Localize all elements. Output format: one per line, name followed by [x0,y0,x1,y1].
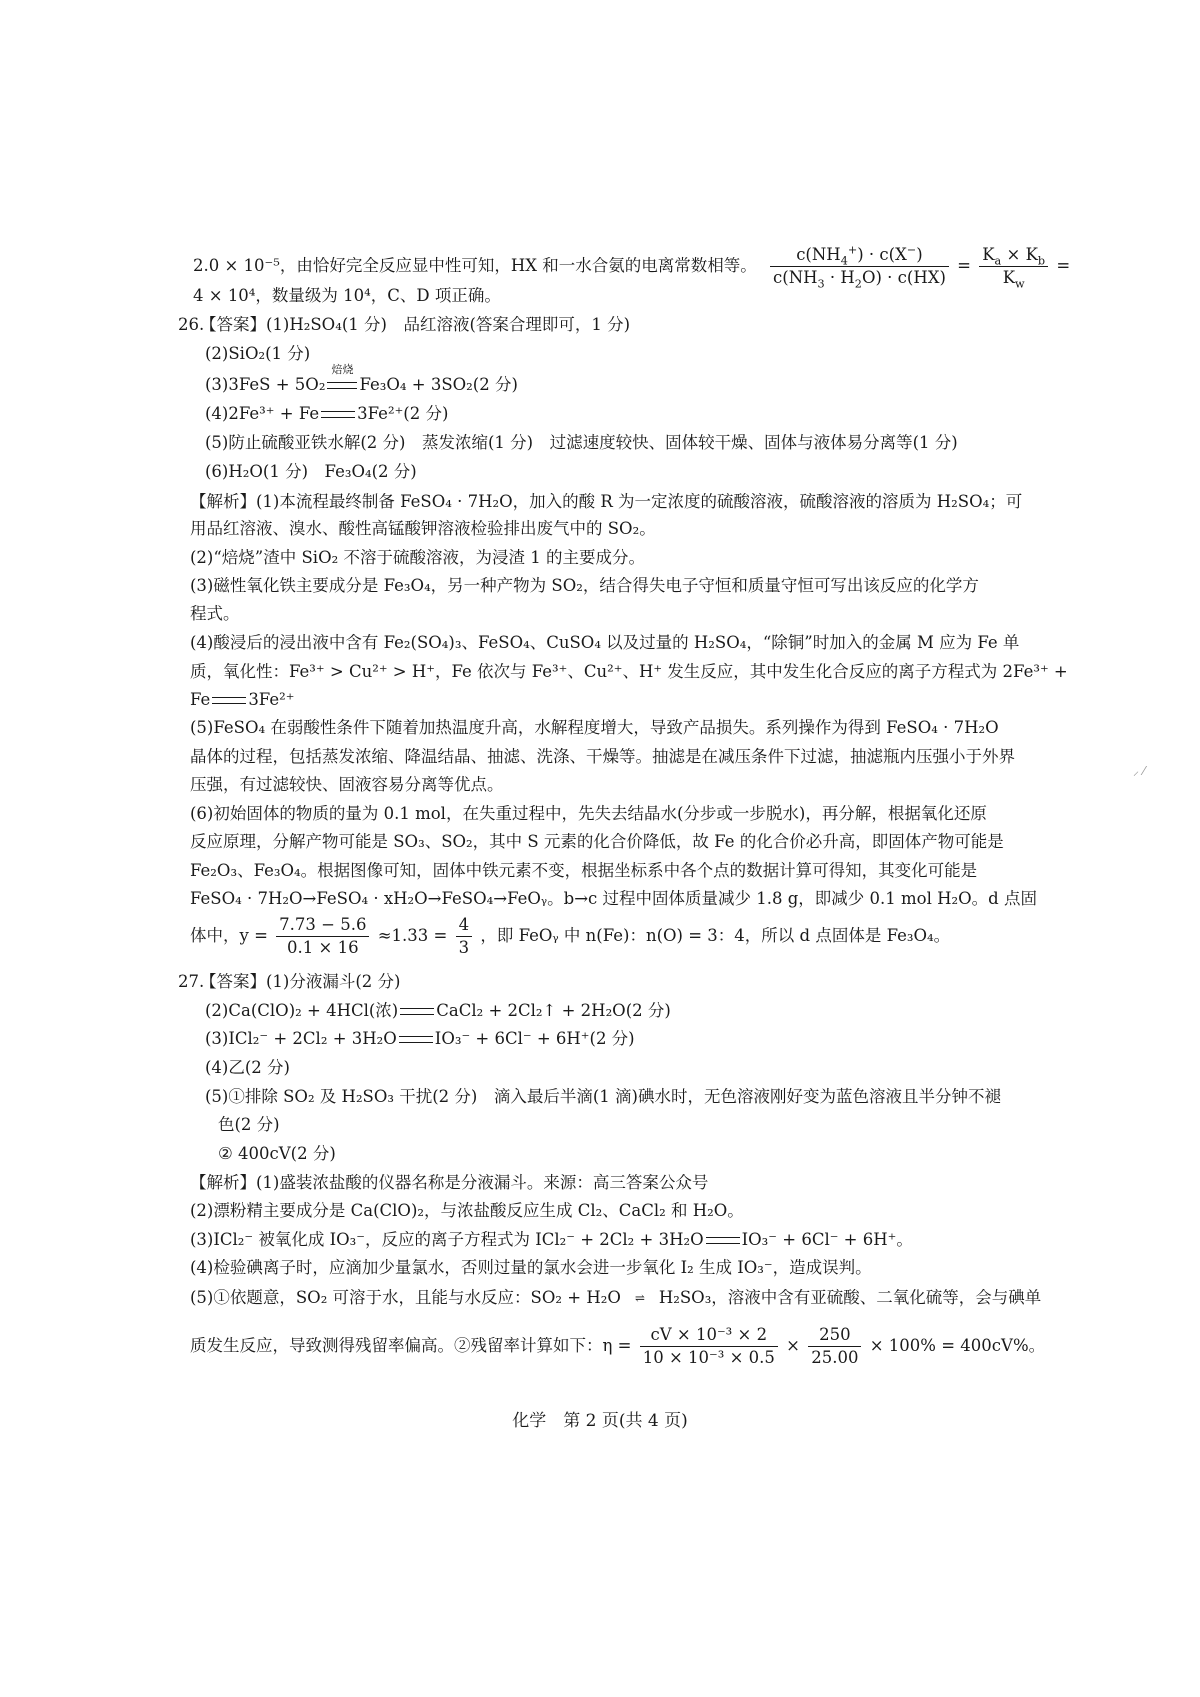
equals-arrow [706,1237,740,1244]
q26-answer-4: (4)2Fe³⁺ + Fe 3Fe²⁺(2 分) [205,404,449,423]
q26-answer-6: (6)H₂O(1 分) Fe₃O₄(2 分) [205,462,417,481]
ka-kb-kw-fraction: $\frac{K_a \times K_b}{K_w}$ [979,245,1048,288]
q27-answer-5c: ② 400cV(2 分) [218,1144,336,1163]
q27-explain-2: (2)漂粉精主要成分是 Ca(ClO)₂，与浓盐酸反应生成 Cl₂、CaCl₂ 和 H₂O。 [190,1201,744,1220]
prev-line-2: 4 × 10⁴，数量级为 10⁴，C、D 项正确。 [193,286,501,305]
q27-number: 27. [178,972,205,991]
q26-answer-1: 【答案】(1)H₂SO₄(1 分) 品红溶液(答案合理即可，1 分) [200,315,631,334]
q26-explain-6a: (6)初始固体的物质的量为 0.1 mol，在失重过程中，先失去结晶水(分步或一步脱水)，再分解，根据氧化还原 [190,804,987,823]
q27-explain-3: (3)ICl₂⁻ 被氧化成 IO₃⁻，反应的离子方程式为 ICl₂⁻ + 2Cl₂ + 3H₂O IO₃⁻ + 6Cl⁻ + 6H⁺。 [190,1230,913,1249]
q26-explain-6e: 体中，y = $\frac{7.73 - 5.6}{0.1 \times 16}$ ≈1.33 = $\frac{4}{3}$ ，即 FeOᵧ 中 n(Fe)：n(O) = 3：4，所以 d 点固体是 Fe₃O₄。 [190,915,951,957]
q26-answer-2: (2)SiO₂(1 分) [205,344,311,363]
q26-explain-3a: (3)磁性氧化铁主要成分是 Fe₃O₄，另一种产物为 SO₂，结合得失电子守恒和质量守恒可写出该反应的化学方 [190,576,979,595]
scratch-mark: ⸝ ⁄ [1133,764,1145,778]
q26-explain-3b: 程式。 [190,604,240,623]
q27-explain-4: (4)检验碘离子时，应滴加少量氯水，否则过量的氯水会进一步氧化 I₂ 生成 IO₃⁻，造成误判。 [190,1258,872,1277]
q27-explain-5a: (5)①依题意，SO₂ 可溶于水，且能与水反应：SO₂ + H₂O ⇌ H₂SO₃，溶液中含有亚硫酸、二氧化硫等，会与碘单 [190,1288,1042,1307]
q26-explain-4b: 质，氧化性：Fe³⁺ > Cu²⁺ > H⁺，Fe 依次与 Fe³⁺、Cu²⁺、H⁺ 发生反应，其中发生化合反应的离子方程式为 2Fe³⁺ + [190,662,1068,681]
q26-explain-6c: Fe₂O₃、Fe₃O₄。根据图像可知，固体中铁元素不变，根据坐标系中各个点的数据计算可得知，其变化可能是 [190,861,978,880]
residual-rate-fraction-1: $\frac{\text{cV × 10⁻³ × 2}}{\text{10 × 10⁻³ × 0.5}}$ [640,1325,778,1368]
q27-answer-1: 【答案】(1)分液漏斗(2 分) [200,972,401,991]
roasting-condition-arrow: 焙烧 [325,373,359,397]
equals-arrow [399,1036,433,1043]
ionization-ratio-fraction: $\frac{c(NH_4^+) \cdot c(X^-)}{c(NH_3 \cdot H_2O) \cdot c(HX)}$ [770,245,949,288]
equals-arrow [212,697,246,704]
q26-explain-4a: (4)酸浸后的浸出液中含有 Fe₂(SO₄)₃、FeSO₄、CuSO₄ 以及过量的 H₂SO₄，“除铜”时加入的金属 M 应为 Fe 单 [190,633,1020,652]
equals-arrow [400,1008,434,1015]
q27-answer-5a: (5)①排除 SO₂ 及 H₂SO₃ 干扰(2 分) 滴入最后半滴(1 滴)碘水时，无色溶液刚好变为蓝色溶液且半分钟不褪 [205,1087,1001,1106]
q26-explain-5b: 晶体的过程，包括蒸发浓缩、降温结晶、抽滤、洗涤、干燥等。抽滤是在减压条件下过滤，抽滤瓶内压强小于外界 [190,747,1015,766]
four-thirds-fraction: $\frac{4}{3}$ [456,915,473,958]
q26-explain-6d: FeSO₄ · 7H₂O→FeSO₄ · xH₂O→FeSO₄→FeOᵧ。b→c 过程中固体质量减少 1.8 g，即减少 0.1 mol H₂O。d 点固 [190,889,1037,908]
y-fraction: $\frac{7.73 - 5.6}{0.1 \times 16}$ [276,915,369,958]
q26-explain-5c: 压强，有过滤较快、固液容易分离等优点。 [190,775,504,794]
prev-line-1: 2.0 × 10⁻⁵，由恰好完全反应显中性可知，HX 和一水合氨的电离常数相等。 $\frac{c(NH_4^+) \cdot c(X^-)}{c(NH_3 \cdot H_2O) \cdot c(HX)}$ = $\frac{K_a \times K_b}{K_w}$ = [193,243,1071,291]
q27-answer-3: (3)ICl₂⁻ + 2Cl₂ + 3H₂O IO₃⁻ + 6Cl⁻ + 6H⁺(2 分) [205,1029,635,1048]
residual-rate-fraction-2: $\frac{250}{25.00}$ [808,1325,861,1368]
q27-answer-4: (4)乙(2 分) [205,1058,290,1077]
q27-answer-5b: 色(2 分) [218,1115,280,1134]
q26-explain-4c: Fe 3Fe²⁺ [190,690,295,709]
reversible-arrow: ⇌ [634,1291,645,1305]
q27-explain-5b: 质发生反应，导致测得残留率偏高。②残留率计算如下：η = $\frac{\text{cV × 10⁻³ × 2}}{\text{10 × 10⁻³ × 0.5}}$ × $\frac{250}{25.00}$ × 100% = 400cV%。 [190,1325,1046,1367]
q27-explain-1: 【解析】(1)盛装浓盐酸的仪器名称是分液漏斗。来源：高三答案公众号 [190,1173,709,1192]
q26-explain-1a: 【解析】(1)本流程最终制备 FeSO₄ · 7H₂O，加入的酸 R 为一定浓度的硫酸溶液，硫酸溶液的溶质为 H₂SO₄；可 [190,492,1023,511]
q26-number: 26. [178,315,205,334]
q26-explain-5a: (5)FeSO₄ 在弱酸性条件下随着加热温度升高，水解程度增大，导致产品损失。系列操作为得到 FeSO₄ · 7H₂O [190,718,999,737]
q26-explain-6b: 反应原理，分解产物可能是 SO₃、SO₂，其中 S 元素的化合价降低，故 Fe 的化合价必升高，即固体产物可能是 [190,832,1004,851]
q26-explain-2: (2)“焙烧”渣中 SiO₂ 不溶于硫酸溶液，为浸渣 1 的主要成分。 [190,548,645,567]
q26-answer-5: (5)防止硫酸亚铁水解(2 分) 蒸发浓缩(1 分) 过滤速度较快、固体较干燥、固体与液体易分离等(1 分) [205,433,958,452]
q26-answer-3: (3)3FeS + 5O₂ 焙烧 Fe₃O₄ + 3SO₂(2 分) [205,373,518,397]
q26-explain-1b: 用品红溶液、溴水、酸性高锰酸钾溶液检验排出废气中的 SO₂。 [190,519,656,538]
q27-answer-2: (2)Ca(ClO)₂ + 4HCl(浓) CaCl₂ + 2Cl₂↑ + 2H₂O(2 分) [205,1001,671,1020]
page-footer: 化学 第 2 页(共 4 页) [512,1411,688,1431]
equals-arrow [321,411,355,418]
